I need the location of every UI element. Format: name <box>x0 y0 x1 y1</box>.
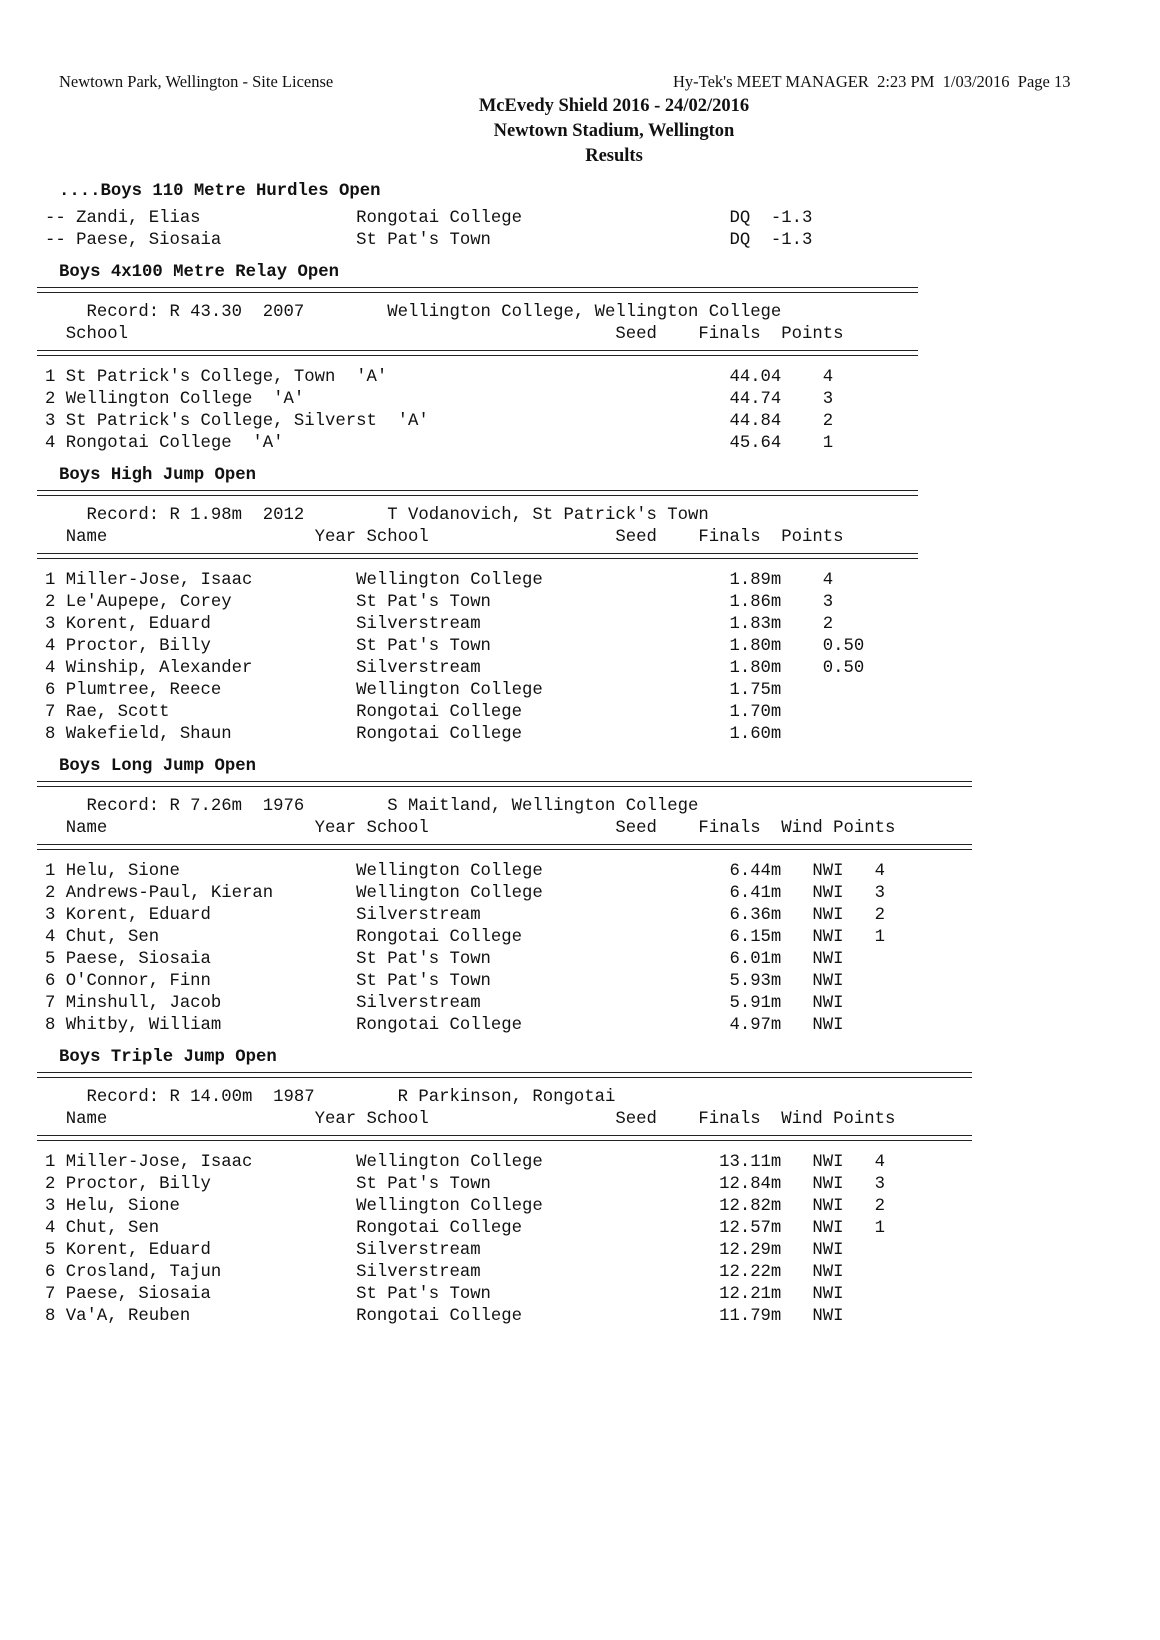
result-row: 3 St Patrick's College, Silverst 'A' 44.84 2 <box>45 412 834 431</box>
result-row: 2 Wellington College 'A' 44.74 3 <box>45 390 834 409</box>
record-line: Record: R 7.26m 1976 S Maitland, Wellington College <box>45 797 699 816</box>
result-row: 3 Korent, Eduard Silverstream 6.36m NWI 2 <box>45 906 886 925</box>
divider <box>37 781 972 787</box>
divider <box>37 490 918 496</box>
result-row: 5 Korent, Eduard Silverstream 12.29m NWI <box>45 1241 844 1260</box>
result-row: 4 Chut, Sen Rongotai College 12.57m NWI 1 <box>45 1219 886 1238</box>
record-line: Record: R 43.30 2007 Wellington College, Wellington College <box>45 303 782 322</box>
result-row: 1 Helu, Sione Wellington College 6.44m NWI 4 <box>45 862 886 881</box>
result-row: 7 Rae, Scott Rongotai College 1.70m <box>45 703 782 722</box>
result-row: 7 Paese, Siosaia St Pat's Town 12.21m NWI <box>45 1285 844 1304</box>
divider <box>37 844 972 850</box>
event-title-triple-jump: Boys Triple Jump Open <box>59 1048 277 1067</box>
record-line: Record: R 1.98m 2012 T Vodanovich, St Patrick's Town <box>45 506 709 525</box>
result-row: 2 Le'Aupepe, Corey St Pat's Town 1.86m 3 <box>45 593 834 612</box>
divider <box>37 287 918 293</box>
results-title: Results <box>585 146 643 166</box>
result-row: -- Zandi, Elias Rongotai College DQ -1.3 <box>45 209 813 228</box>
divider <box>37 1135 972 1141</box>
event-title-hurdles: ....Boys 110 Metre Hurdles Open <box>59 182 381 201</box>
result-row: 6 O'Connor, Finn St Pat's Town 5.93m NWI <box>45 972 844 991</box>
event-title-high-jump: Boys High Jump Open <box>59 466 257 485</box>
event-title-relay: Boys 4x100 Metre Relay Open <box>59 263 340 282</box>
event-title-long-jump: Boys Long Jump Open <box>59 757 257 776</box>
result-row: 6 Plumtree, Reece Wellington College 1.75m <box>45 681 782 700</box>
result-row: 3 Helu, Sione Wellington College 12.82m NWI 2 <box>45 1197 886 1216</box>
column-headers: Name Year School Seed Finals Points <box>45 528 844 547</box>
result-row: 2 Andrews-Paul, Kieran Wellington College 6.41m NWI 3 <box>45 884 886 903</box>
result-row: 6 Crosland, Tajun Silverstream 12.22m NWI <box>45 1263 844 1282</box>
divider <box>37 350 918 356</box>
result-row: 8 Wakefield, Shaun Rongotai College 1.60m <box>45 725 782 744</box>
result-row: -- Paese, Siosaia St Pat's Town DQ -1.3 <box>45 231 813 250</box>
site-license-label: Newtown Park, Wellington - Site License <box>59 72 334 91</box>
result-row: 4 Proctor, Billy St Pat's Town 1.80m 0.50 <box>45 637 865 656</box>
column-headers: Name Year School Seed Finals Wind Points <box>45 819 896 838</box>
result-row: 4 Rongotai College 'A' 45.64 1 <box>45 434 834 453</box>
result-row: 2 Proctor, Billy St Pat's Town 12.84m NWI 3 <box>45 1175 886 1194</box>
result-row: 7 Minshull, Jacob Silverstream 5.91m NWI <box>45 994 844 1013</box>
result-row: 8 Va'A, Reuben Rongotai College 11.79m NWI <box>45 1307 844 1326</box>
column-headers: School Seed Finals Points <box>45 325 844 344</box>
result-row: 4 Chut, Sen Rongotai College 6.15m NWI 1 <box>45 928 886 947</box>
column-headers: Name Year School Seed Finals Wind Points <box>45 1110 896 1129</box>
meet-title: McEvedy Shield 2016 - 24/02/2016 <box>478 96 750 116</box>
result-row: 8 Whitby, William Rongotai College 4.97m NWI <box>45 1016 844 1035</box>
result-row: 5 Paese, Siosaia St Pat's Town 6.01m NWI <box>45 950 844 969</box>
result-row: 1 Miller-Jose, Isaac Wellington College 13.11m NWI 4 <box>45 1153 886 1172</box>
divider <box>37 553 918 559</box>
result-row: 1 St Patrick's College, Town 'A' 44.04 4 <box>45 368 834 387</box>
result-row: 4 Winship, Alexander Silverstream 1.80m 0.50 <box>45 659 865 678</box>
record-line: Record: R 14.00m 1987 R Parkinson, Rongotai <box>45 1088 616 1107</box>
result-row: 3 Korent, Eduard Silverstream 1.83m 2 <box>45 615 834 634</box>
venue-title: Newtown Stadium, Wellington <box>493 121 735 141</box>
result-row: 1 Miller-Jose, Isaac Wellington College 1.89m 4 <box>45 571 834 590</box>
meet-manager-stamp: Hy-Tek's MEET MANAGER 2:23 PM 1/03/2016 Page 13 <box>673 72 1071 91</box>
divider <box>37 1072 972 1078</box>
